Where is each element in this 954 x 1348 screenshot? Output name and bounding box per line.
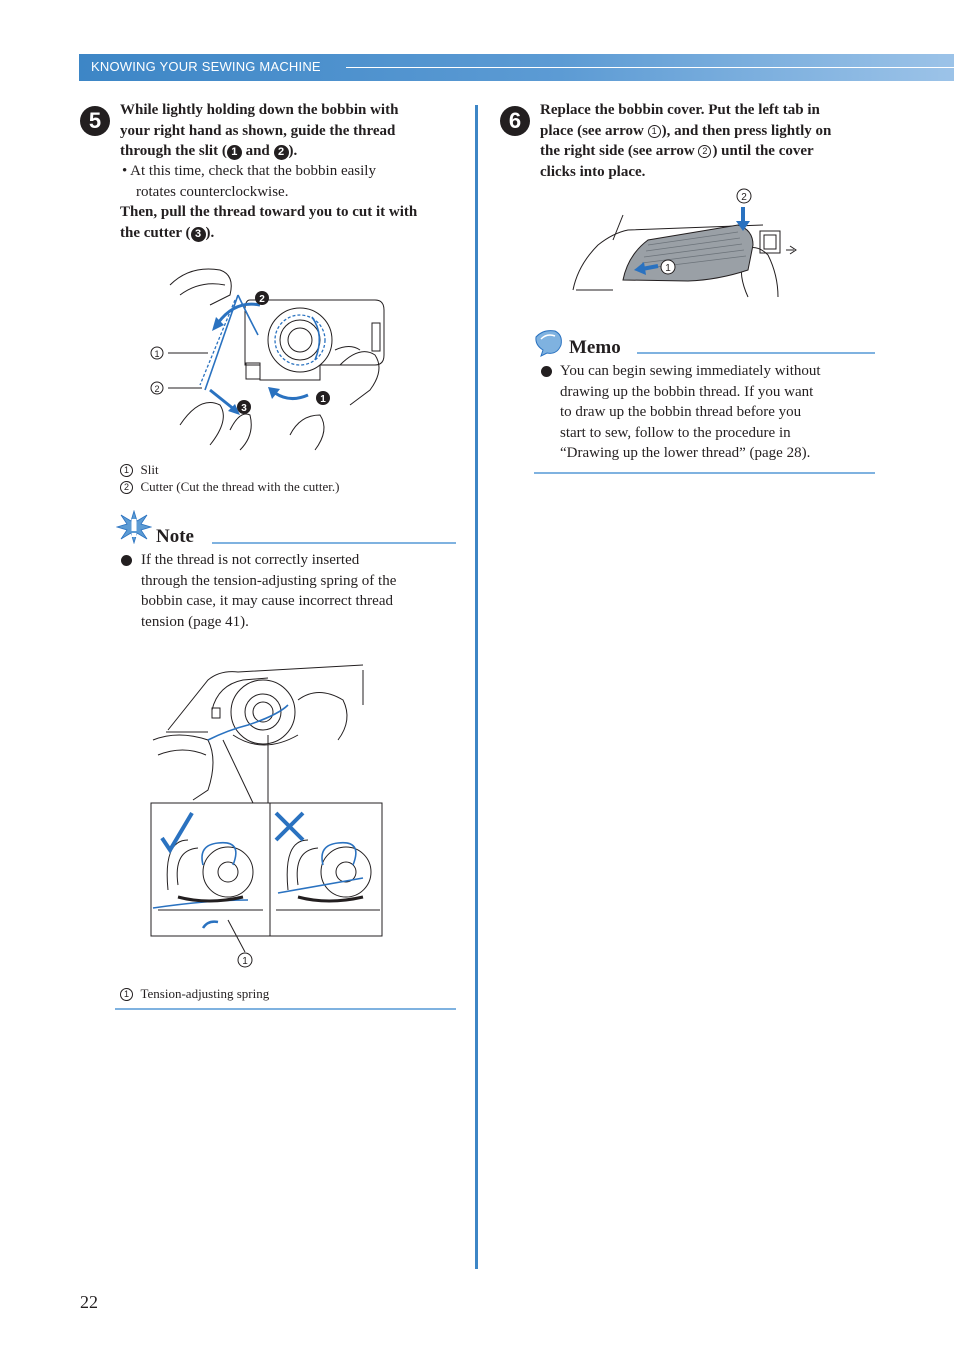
step5-text: through the slit ( [120,143,227,159]
header-rule [346,67,954,68]
svg-text:1: 1 [320,394,326,405]
then-line: Then, pull the thread toward you to cut it with [120,204,418,220]
note-bottom-rule [115,1008,456,1010]
legend-number: 1 [120,988,133,1001]
svg-text:2: 2 [259,294,265,305]
memo-line: start to sew, follow to the procedure in [560,424,791,441]
svg-text:2: 2 [741,192,747,203]
note-icon [116,510,152,544]
note-line: If the thread is not correctly inserted [141,552,360,568]
svg-text:1: 1 [665,263,671,274]
step5-text: and [241,143,274,159]
step6-line [540,141,885,162]
step5-then [120,202,465,243]
then-line [120,223,465,244]
legend-text: Cutter (Cut the thread with the cutter.) [140,479,340,494]
then-text: the cutter ( [120,224,191,241]
svg-text:1: 1 [154,349,160,359]
note-line: tension (page 41). [141,613,249,630]
legend-item [120,461,339,478]
memo-bottom-rule [534,472,875,474]
step5-line [120,141,465,162]
legend-text: Tension-adjusting spring [140,986,270,1001]
bobbin-cover-illustration [568,185,808,305]
step5-line: While lightly holding down the bobbin with [120,102,399,118]
step-number-5: 5 [80,106,110,136]
step5-text: ). [288,143,298,159]
note-line: bobbin case, it may cause incorrect thread [141,593,393,609]
note-title: Note [156,526,194,547]
step6-text: the right side (see arrow [540,143,699,159]
memo-line: drawing up the bobbin thread. If you want [560,383,814,400]
bobbin-threading-illustration [140,255,390,455]
memo-line: You can begin sewing immediately without [560,363,821,379]
memo-title: Memo [569,337,621,358]
memo-rule [637,352,875,354]
page-number: 22 [80,1292,98,1312]
bullet-line: rotates counterclockwise. [136,183,289,200]
legend-number: 2 [120,481,133,494]
note-bullet [121,555,132,566]
svg-text:2: 2 [154,384,160,394]
memo-icon [533,327,565,357]
step6-text: ) until the cover [712,143,814,159]
marker-2: 2 [274,145,289,160]
legend-number: 1 [120,464,133,477]
column-divider [475,105,478,1269]
note-rule [212,542,456,544]
memo-bullet [541,366,552,377]
tension-spring-illustration [148,660,388,970]
step5-bullet [122,161,467,202]
bullet-line: • At this time, check that the bobbin easily [122,163,376,179]
step6-instruction [540,100,885,182]
note-legend [120,985,269,1002]
step6-text: place (see arrow [540,122,648,139]
memo-line: “Drawing up the lower thread” (page 28). [560,445,811,461]
legend-text: Slit [140,462,159,477]
memo-line: to draw up the bobbin thread before you [560,404,802,420]
step6-text: ), and then press lightly on [661,122,832,139]
svg-text:3: 3 [241,403,247,414]
step6-line: clicks into place. [540,163,646,180]
arrow-ref-1: 1 [648,125,661,138]
then-text: ). [205,224,215,241]
memo-text [560,361,880,464]
step6-line [540,121,885,142]
step6-line: Replace the bobbin cover. Put the left tab in [540,102,820,118]
step5-line: your right hand as shown, guide the thread [120,122,396,139]
marker-1: 1 [227,145,242,160]
arrow-ref-2: 2 [698,145,711,158]
marker-3: 3 [191,227,206,242]
step5-instruction [120,100,465,162]
step5-legend [120,461,339,495]
note-text [141,550,461,632]
step-number-6: 6 [500,106,530,136]
legend-item [120,478,339,495]
svg-text:1: 1 [242,956,248,967]
section-title: KNOWING YOUR SEWING MACHINE [91,59,321,74]
note-line: through the tension-adjusting spring of the [141,572,397,589]
